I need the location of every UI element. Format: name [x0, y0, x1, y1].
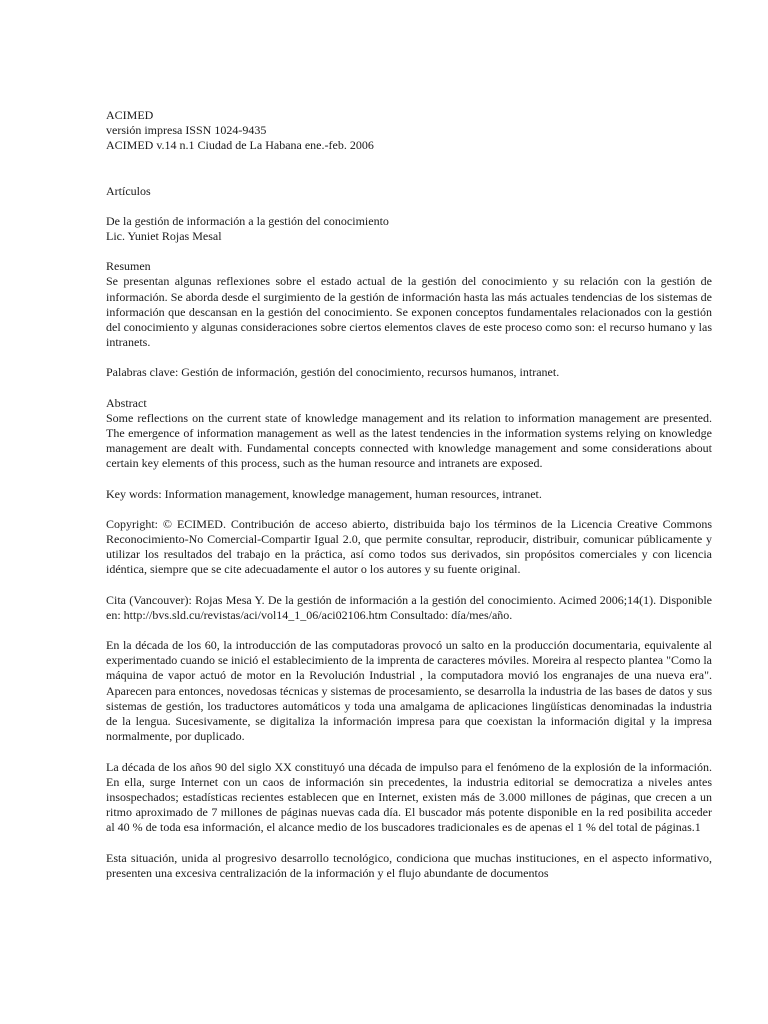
copyright-text: Copyright: © ECIMED. Contribución de acceso abierto, distribuida bajo los términos de la Licencia Creative Commons Reconocimiento-No Comercial-Compartir Igual 2.0, que permite consultar, reproducir, distribuir, comunicar públicamente y utilizar los resultados del trabajo en la práctica, así como todos sus derivados, sin propósitos comerciales y con licencia idéntica, siempre que se cite adecuadamente el autor o los autores y su fuente original. [106, 516, 712, 577]
body-paragraph-1 [106, 638, 712, 744]
resumen-section [106, 259, 712, 350]
journal-name: ACIMED [106, 108, 154, 122]
paragraph-text: En la década de los 60, la introducción de las computadoras provocó un salto en la producción documentaria, equivalente al experimentado cuando se inició el establecimiento de la imprenta de caracteres móviles. Moreira al respecto plantea "Como la máquina de vapor actuó de motor en la Revolución Industrial , la computadora movió los engranajes de una nueva era". Aparecen para entonces, novedosas técnicas y sistemas de procesamiento, se desarrolla la industria de las bases de datos y sus sistemas de gestión, los traductores automáticos y toda una amalgama de aplicaciones lingüísticas denominadas la industria de la lengua. Sucesivamente, se digitaliza la información impresa para que coexistan la información digital y la impresa normalmente, por duplicado. [106, 638, 712, 744]
citation-section [106, 593, 712, 623]
journal-issn: versión impresa ISSN 1024-9435 [106, 123, 267, 138]
article-title: De la gestión de información a la gestión del conocimiento [106, 213, 389, 228]
body-paragraph-2 [106, 760, 712, 836]
citation-text: Cita (Vancouver): Rojas Mesa Y. De la gestión de información a la gestión del conocimiento. Acimed 2006;14(1). Disponible en: http://bvs.sld.cu/revistas/aci/vol14_1_06/aci02106.htm Consultado: día/mes/año. [106, 592, 712, 622]
section-label: Artículos [106, 183, 151, 198]
article-author: Lic. Yuniet Rojas Mesal [106, 229, 222, 244]
resumen-heading: Resumen [106, 259, 151, 274]
copyright-section [106, 517, 712, 578]
abstract-text: Some reflections on the current state of knowledge management and its relation to information management are presented. The emergence of information management as well as the latest tendencies in the information systems relying on knowledge management are dealt with. Fundamental concepts connected with knowledge management and some considerations about certain key elements of this process, such as the human resource and intranets are exposed. [106, 410, 712, 471]
palabras-clave-section [106, 365, 712, 380]
journal-issue: ACIMED v.14 n.1 Ciudad de La Habana ene.-feb. 2006 [106, 138, 374, 153]
article-heading [106, 214, 712, 244]
journal-header [106, 108, 712, 154]
paragraph-text: La década de los años 90 del siglo XX constituyó una década de impulso para el fenómeno de la explosión de la información. En ella, surge Internet con un caos de información sin precedentes, la industria editorial se democratiza a niveles antes insospechados; estadísticas recientes establecen que en Internet, existen más de 3.000 millones de páginas, que crecen a un ritmo aproximado de 7 millones de páginas nuevas cada día. El buscador más potente disponible en la red posibilita acceder al 40 % de toda esa información, el alcance medio de los buscadores tradicionales es de apenas el 1 % del total de páginas.1 [106, 759, 712, 835]
palabras-clave: Palabras clave: Gestión de información, gestión del conocimiento, recursos humanos, intranet. [106, 365, 560, 380]
resumen-text: Se presentan algunas reflexiones sobre el estado actual de la gestión del conocimiento y su relación con la gestión de información. Se aborda desde el surgimiento de la gestión de información hasta las más actuales tendencias de los sistemas de información que descansan en la gestión del conocimiento. Se exponen conceptos fundamentales relacionados con la gestión del conocimiento y algunas consideraciones sobre ciertos elementos claves de este proceso como son: el recurso humano y las intranets. [106, 274, 712, 350]
abstract-section [106, 396, 712, 472]
paragraph-text: Esta situación, unida al progresivo desarrollo tecnológico, condiciona que muchas instituciones, en el aspecto informativo, presenten una excesiva centralización de la información y el flujo abundante de documentos [106, 850, 712, 880]
section-label-block [106, 184, 712, 199]
document-page [106, 108, 712, 896]
key-words: Key words: Information management, knowledge management, human resources, intranet. [106, 486, 542, 501]
key-words-section [106, 487, 712, 502]
body-paragraph-3 [106, 851, 712, 881]
abstract-heading: Abstract [106, 395, 147, 410]
